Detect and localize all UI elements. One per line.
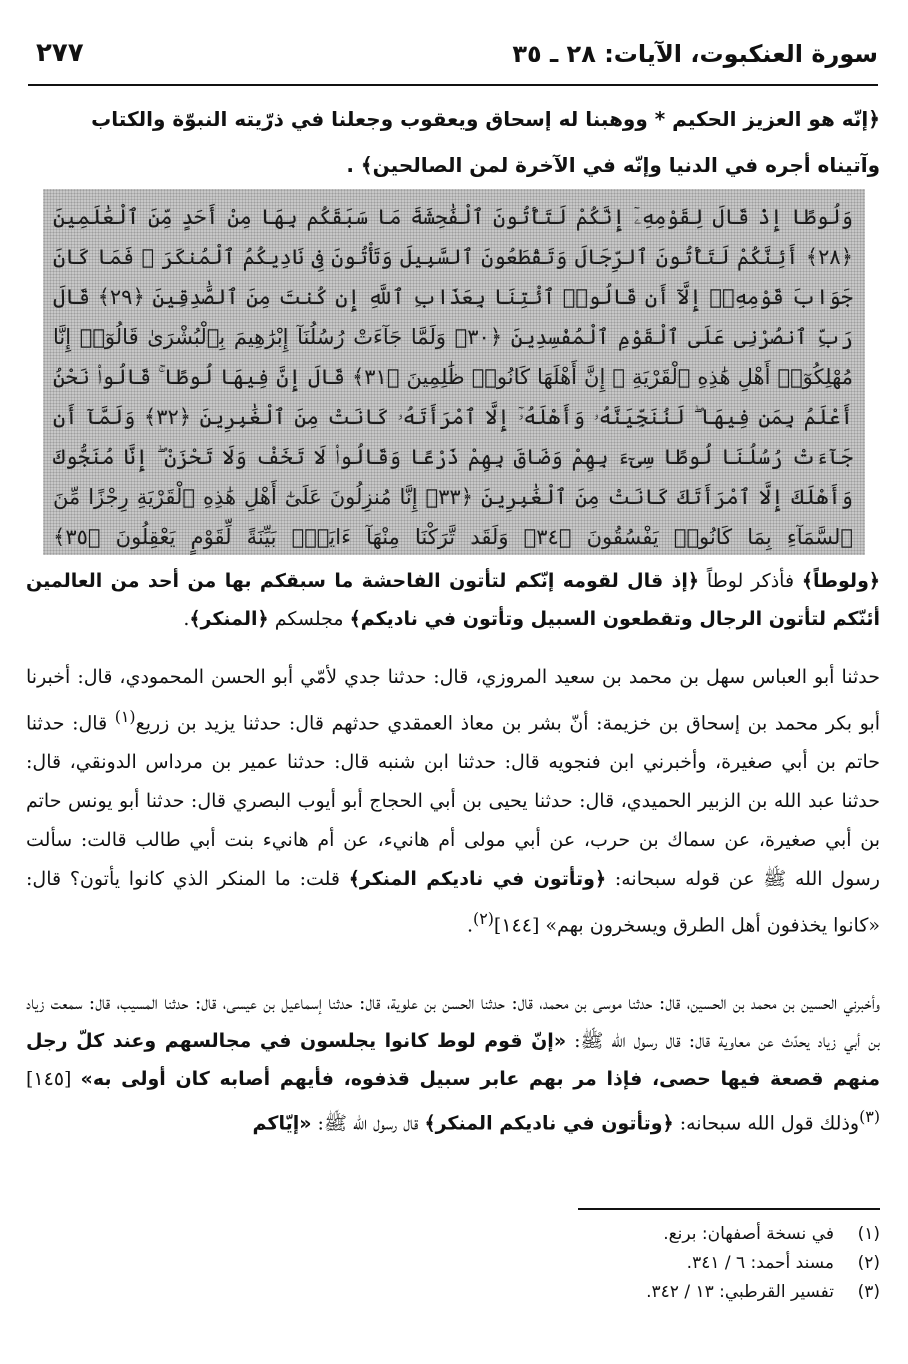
- footnote-text: مسند أحمد: ٦ / ٣٤١.: [686, 1253, 834, 1273]
- footnote-text: تفسير القرطبي: ١٣ / ٣٤٢.: [646, 1282, 834, 1302]
- commentary-text: مجلسكم: [268, 608, 350, 630]
- hadith-paragraph-2: [26, 984, 880, 1142]
- quoted-verse: ﴿وتأتون في ناديكم المنكر﴾: [348, 868, 607, 891]
- intro-line-1: ﴿إنّه هو العزيز الحكيم * ووهبنا له إسحاق ويعقوب وجعلنا في ذرّيته النبوّة والكتاب: [91, 107, 880, 131]
- intro-verse-text: [26, 96, 880, 188]
- footnote-text: في نسخة أصفهان: برنع.: [663, 1224, 834, 1244]
- footnotes: [26, 1220, 880, 1307]
- footnote-1: [26, 1220, 880, 1249]
- page-number: ٢٧٧: [36, 38, 84, 68]
- footnote-3: [26, 1278, 880, 1307]
- quoted-verse: ﴿إذ قال لقومه إنّكم لتأتون الفاحشة ما سبقكم بها من أحد من العالمين أئنّكم لتأتون الرجال وتقطعون السبيل وتأتون في ناديكم﴾: [26, 570, 880, 630]
- commentary-text: .: [183, 608, 190, 630]
- page-header: [28, 38, 878, 86]
- running-title: سورة العنكبوت، الآيات: ٢٨ ـ ٣٥: [512, 40, 878, 68]
- footnote-ref-2[interactable]: (٢): [473, 909, 494, 929]
- footnote-number: (٣): [857, 1282, 880, 1302]
- commentary-text: فأذكر لوطاً: [699, 570, 802, 592]
- hadith-text: قلت: ما المنكر الذي كانوا يأتون؟ قال: «كانوا يخذفون أهل الطرق ويسخرون بهم» [١٤٤]: [26, 868, 880, 937]
- footnote-number: (١): [857, 1224, 880, 1244]
- hadith-text: وأخبرني الحسين بن محمد بن الحسين، قال: حدثنا موسى بن محمد، قال: حدثنا الحسن بن علوية، قال: حدثنا إسماعيل بن عيسى، قال: حدثنا المسيب، قال: سمعت زياد بن أبي زياد يحدّث عن معاوية قال: قال رسول الله ﷺ:: [26, 992, 880, 1052]
- hadith-text: حدثنا أبو العباس سهل بن محمد بن سعيد المروزي، قال: حدثنا جدي لأمّي أبو الحسن المحمودي، قال: أخبرنا أبو بكر محمد بن إسحاق بن خزيمة: أنّ بشر بن معاذ العمقدي حدثهم قال: حدثنا يزيد بن زريع: [26, 666, 881, 735]
- quran-verses-text: وَلُوطًا إِذْ قَالَ لِقَوْمِهِۦٓ إِنَّكُمْ لَتَأْتُونَ ٱلْفَٰحِشَةَ مَا سَبَقَكُم بِهَا مِنْ أَحَدٍ مِّنَ ٱلْعَٰلَمِينَ ﴿٢٨﴾ أَئِنَّكُمْ لَتَأْتُونَ ٱلرِّجَالَ وَتَقْطَعُونَ ٱلسَّبِيلَ وَتَأْتُونَ فِى نَادِيكُمُ ٱلْمُنكَرَ ۖ فَمَا كَانَ جَوَابَ قَوْمِهِۦٓ إِلَّآ أَن قَالُوا۟ ٱئْتِنَا بِعَذَابِ ٱللَّهِ إِن كُنتَ مِنَ ٱلصَّٰدِقِينَ ﴿٢٩﴾ قَالَ رَبِّ ٱنصُرْنِى عَلَى ٱلْقَوْمِ ٱلْمُفْسِدِينَ ﴿٣٠﴾ وَلَمَّا جَآءَتْ رُسُلُنَآ إِبْرَٰهِيمَ بِٱلْبُشْرَىٰ قَالُوٓا۟ إِنَّا مُهْلِكُوٓا۟ أَهْلِ هَٰذِهِ ٱلْقَرْيَةِ ۖ إِنَّ أَهْلَهَا كَانُوا۟ ظَٰلِمِينَ ﴿٣١﴾ قَالَ إِنَّ فِيهَا لُوطًا ۚ قَالُوا۟ نَحْنُ أَعْلَمُ بِمَن فِيهَا ۖ لَنُنَجِّيَنَّهُۥ وَأَهْلَهُۥٓ إِلَّا ٱمْرَأَتَهُۥ كَانَتْ مِنَ ٱلْغَٰبِرِينَ ﴿٣٢﴾ وَلَمَّآ أَن جَآءَتْ رُسُلُنَا لُوطًا سِىٓءَ بِهِمْ وَضَاقَ بِهِمْ ذَرْعًا وَقَالُوا۟ لَا تَخَفْ وَلَا تَحْزَنْ ۖ إِنَّا مُنَجُّوكَ وَأَهْلَكَ إِلَّا ٱمْرَأَتَكَ كَانَتْ مِنَ ٱلْغَٰبِرِينَ ﴿٣٣﴾ إِنَّا مُنزِلُونَ عَلَىٰٓ أَهْلِ هَٰذِهِ ٱلْقَرْيَةِ رِجْزًا مِّنَ ٱلسَّمَآءِ بِمَا كَانُوا۟ يَفْسُقُونَ ﴿٣٤﴾ وَلَقَد تَّرَكْنَا مِنْهَآ ءَايَةًۢ بَيِّنَةً لِّقَوْمٍ يَعْقِلُونَ ﴿٣٥﴾: [53, 205, 854, 549]
- footnote-divider: [578, 1208, 880, 1210]
- hadith-text: قال: حدثنا حاتم بن أبي صغيرة، وأخبرني ابن فنجويه قال: حدثنا ابن شنبه قال: حدثنا عمير بن مرداس الدونقي، قال: حدثنا عبد الله بن الزبير الحميدي، قال: حدثنا يحيى بن أبي الحجاج أبو أيوب البصري قال: حدثنا أبو يونس حاتم بن أبي صغيرة، عن سماك بن حرب، عن أبي مولى أم هانيء، عن أم هانيء بنت أبي طالب قالت: سألت رسول الله ﷺ عن قوله سبحانه:: [26, 712, 880, 891]
- hadith-paragraph-1: [26, 658, 880, 946]
- hadith-quote: «إيّاكم: [252, 1112, 312, 1135]
- quoted-verse: ﴿المنكر﴾: [189, 608, 269, 630]
- footnote-ref-1[interactable]: (١): [114, 707, 136, 726]
- footnote-ref-3[interactable]: (٣): [859, 1107, 880, 1126]
- hadith-text: وذلك قول الله سبحانه:: [673, 1112, 860, 1135]
- commentary-paragraph-1: [26, 562, 880, 638]
- hadith-text: .: [466, 914, 474, 937]
- quoted-verse: ﴿ولوطاً﴾: [801, 570, 881, 592]
- quran-verses-box: [43, 189, 865, 555]
- hadith-text: قال رسول الله ﷺ:: [311, 1112, 425, 1135]
- hadith-quote: «إنّ قوم لوط كانوا يجلسون في مجالسهم وعند كلّ رجل منهم قصعة فيها حصى، فإذا مر بهم عابر سبيل قذفوه، فأيهم أصابه كان أولى به»: [26, 1030, 880, 1090]
- footnote-number: (٢): [857, 1253, 880, 1273]
- quoted-verse: ﴿وتأتون في ناديكم المنكر﴾: [424, 1112, 674, 1135]
- hadith-text: [١٤٥]: [26, 1068, 81, 1090]
- intro-line-2: وآتيناه أجره في الدنيا وإنّه في الآخرة لمن الصالحين﴾ .: [346, 153, 880, 177]
- footnote-2: [26, 1249, 880, 1278]
